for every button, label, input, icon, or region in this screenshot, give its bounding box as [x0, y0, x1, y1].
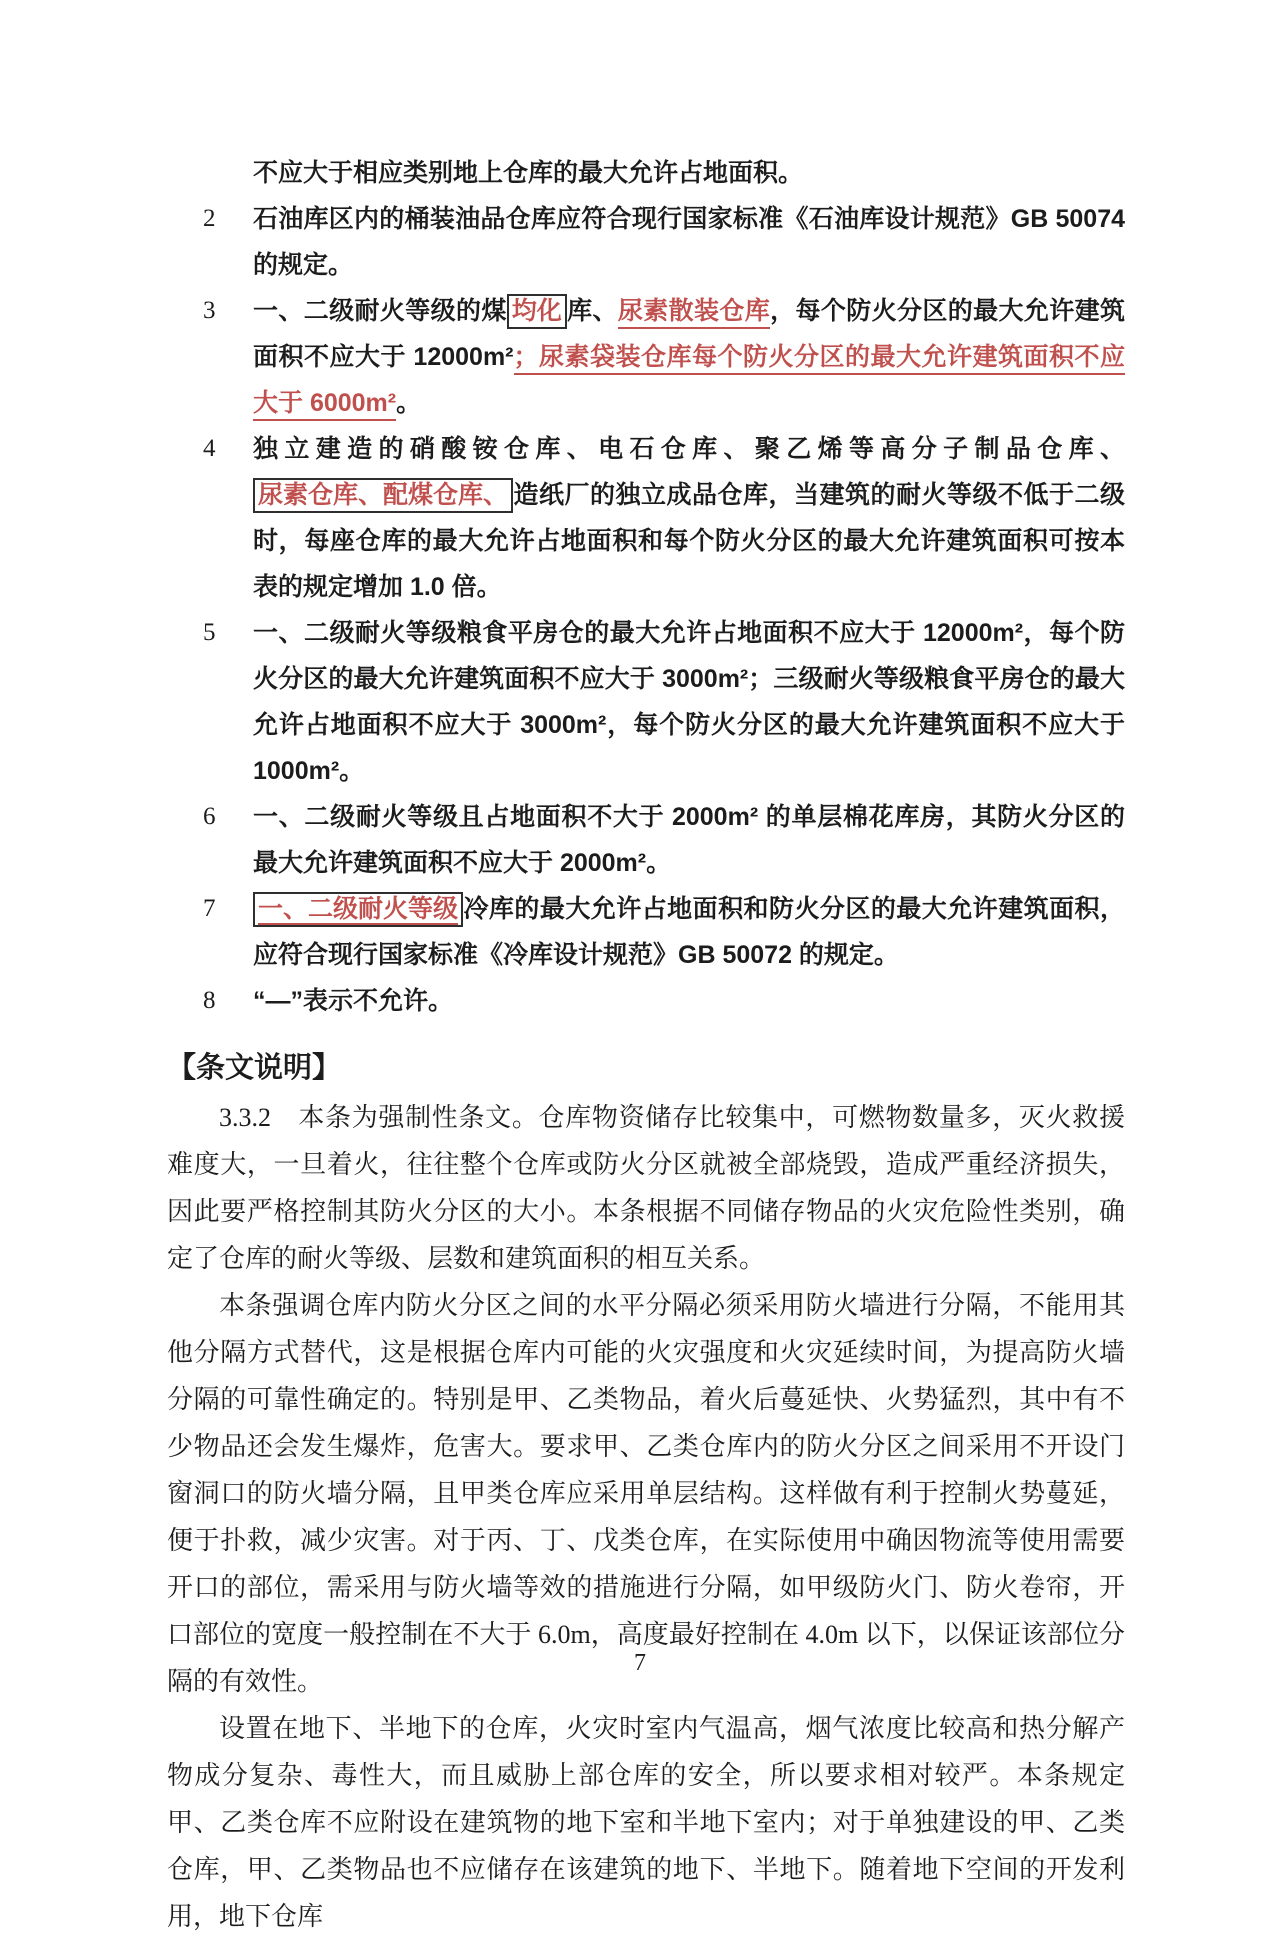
- note-text-segment: 尿素散装仓库: [618, 297, 770, 329]
- note-text: [253, 205, 1125, 279]
- note-text-segment: 。: [396, 389, 422, 417]
- note-text: [253, 987, 453, 1015]
- note-number: 2: [203, 205, 216, 232]
- note-text-segment: “—”表示不允许。: [253, 987, 454, 1015]
- note-number: 4: [203, 435, 216, 462]
- note-text-segment: 造纸厂的独立成品仓库，当建筑的耐火等级不低于二级时，每座仓库的最大允许占地面积和每个防火分区的最大允许建筑面积可按本表的规定增加 1.0 倍。: [253, 481, 1125, 601]
- note-text-segment: 一、二级耐火等级且占地面积不大于 2000m² 的单层棉花库房，其防火分区的最大允许建筑面积不应大于 2000m²。: [253, 803, 1125, 877]
- note-item: [167, 610, 1125, 794]
- note-text: [253, 895, 1125, 969]
- note-text: [253, 803, 1125, 877]
- note-text-segment: 库、: [566, 297, 618, 325]
- explanation-heading: 【条文说明】: [167, 1052, 342, 1084]
- note-text-segment: ；尿素袋装仓库每个防火分区的最大允许建筑面积不应大于 6000m²: [253, 343, 1125, 421]
- note-item: [167, 794, 1125, 886]
- note-text-segment: 一、二级耐火等级粮食平房仓的最大允许占地面积不应大于 12000m²，每个防火分区的最大允许建筑面积不应大于 3000m²；三级耐火等级粮食平房仓的最大允许占地面积不应大于 3000m²，每个防火分区的最大允许建筑面积不应大于 1000m²。: [253, 619, 1125, 785]
- note-text: [253, 297, 1125, 417]
- explanation-paragraph: 设置在地下、半地下的仓库，火灾时室内气温高，烟气浓度比较高和热分解产物成分复杂、毒性大，而且威胁上部仓库的安全，所以要求相对较严。本条规定甲、乙类仓库不应附设在建筑物的地下室和半地下室内；对于单独建设的甲、乙类仓库，甲、乙类物品也不应储存在该建筑的地下、半地下。随着地下空间的开发利用，地下仓库: [167, 1714, 1125, 1931]
- note-number: 5: [203, 619, 216, 646]
- note-number: 8: [203, 987, 216, 1014]
- explanation-paragraph: 3.3.2 本条为强制性条文。仓库物资储存比较集中，可燃物数量多，灭火救援难度大，一旦着火，往往整个仓库或防火分区就被全部烧毁，造成严重经济损失，因此要严格控制其防火分区的大小。本条根据不同储存物品的火灾危险性类别，确定了仓库的耐火等级、层数和建筑面积的相互关系。: [167, 1103, 1125, 1273]
- note-number: 6: [203, 803, 216, 830]
- note-text-segment: 不应大于相应类别地上仓库的最大允许占地面积。: [253, 159, 804, 187]
- note-number: 7: [203, 895, 216, 922]
- page-number: 7: [634, 1650, 646, 1676]
- explanation-section: [167, 1094, 1125, 1940]
- notes-section: [167, 150, 1125, 1024]
- note-item: [167, 426, 1125, 610]
- note-text: [253, 619, 1125, 785]
- note-item: [167, 978, 1125, 1024]
- note-item: [167, 288, 1125, 426]
- note-number: 3: [203, 297, 216, 324]
- note-item: [167, 196, 1125, 288]
- note-item: [167, 886, 1125, 978]
- note-text: [253, 435, 1125, 601]
- note-text-segment: 石油库区内的桶装油品仓库应符合现行国家标准《石油库设计规范》GB 50074 的规定。: [253, 205, 1125, 279]
- note-text-segment: 一、二级耐火等级的煤: [253, 297, 507, 325]
- note-text-segment: 独立建造的硝酸铵仓库、电石仓库、聚乙烯等高分子制品仓库、: [253, 435, 1125, 463]
- note-text: [253, 159, 803, 187]
- explanation-paragraph: 本条强调仓库内防火分区之间的水平分隔必须采用防火墙进行分隔，不能用其他分隔方式替代，这是根据仓库内可能的火灾强度和火灾延续时间，为提高防火墙分隔的可靠性确定的。特别是甲、乙类物品，着火后蔓延快、火势猛烈，其中有不少物品还会发生爆炸，危害大。要求甲、乙类仓库内的防火分区之间采用不开设门窗洞口的防火墙分隔，且甲类仓库应采用单层结构。这样做有利于控制火势蔓延，便于扑救，减少灾害。对于丙、丁、戊类仓库，在实际使用中确因物流等使用需要开口的部位，需采用与防火墙等效的措施进行分隔，如甲级防火门、防火卷帘，开口部位的宽度一般控制在不大于 6.0m，高度最好控制在 4.0m 以下，以保证该部位分隔的有效性。: [167, 1291, 1125, 1696]
- note-text-segment: ，每个防火分区的最大允许建筑面积不应大于 12000m²: [253, 297, 1125, 371]
- note-item: [167, 150, 1125, 196]
- note-text-segment: 一、二级耐火等级: [253, 892, 463, 927]
- note-text-segment: 尿素仓库、配煤仓库、: [253, 478, 513, 513]
- note-text-segment: 均化: [507, 294, 567, 329]
- note-text-segment: 冷库的最大允许占地面积和防火分区的最大允许建筑面积，应符合现行国家标准《冷库设计规范》GB 50072 的规定。: [253, 895, 1125, 969]
